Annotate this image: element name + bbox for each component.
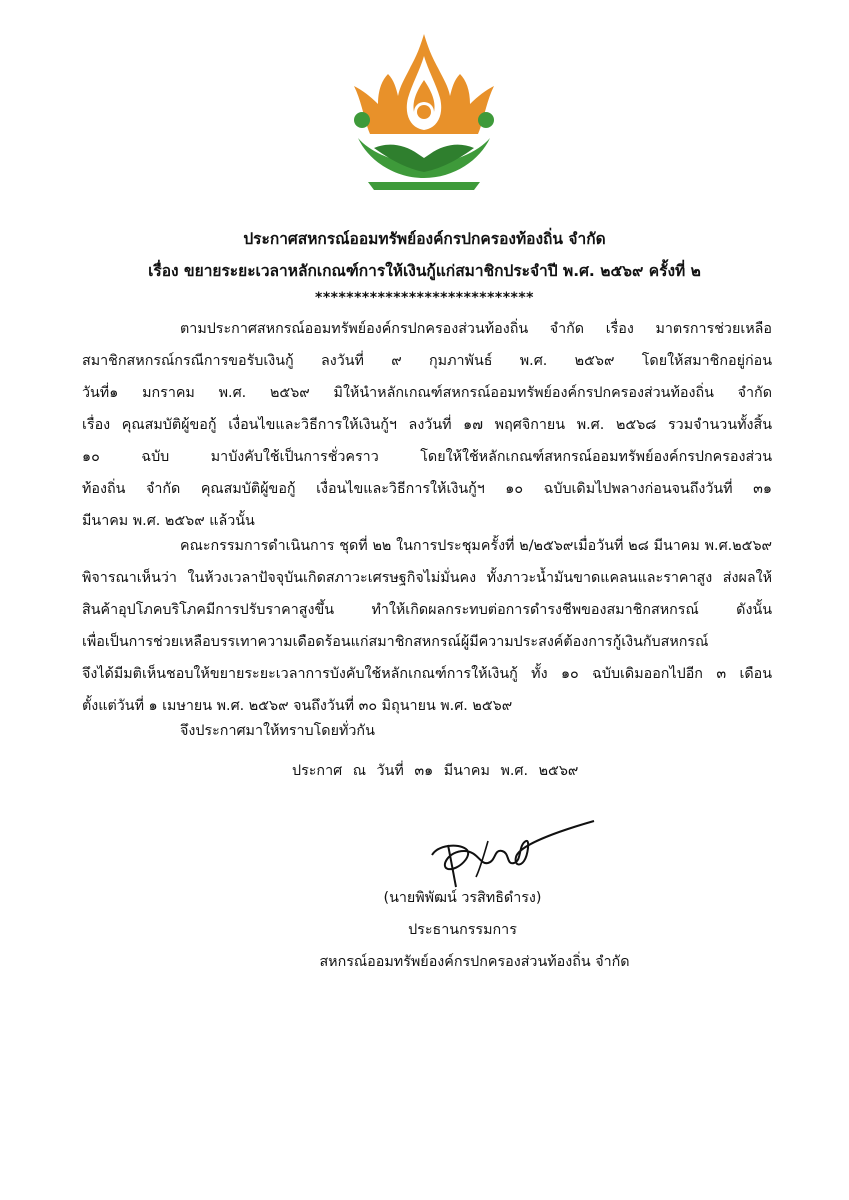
paragraph-line: คณะกรรมการดำเนินการ ชุดที่ ๒๒ ในการประชุมครั้งที่ ๒/๒๕๖๙เมื่อวันที่ ๒๘ มีนาคม พ.ศ.๒๕๖๙ xyxy=(180,538,772,554)
paragraph-line: ท้องถิ่น จำกัด คุณสมบัติผู้ขอกู้ เงื่อนไขและวิธีการให้เงินกู้ฯ ๑๐ ฉบับเดิมไปพลางก่อนจนถึงวันที่ ๓๑ xyxy=(82,481,772,497)
signer-name: (นายพิพัฒน์ วรสิทธิดำรง) xyxy=(383,890,542,906)
paragraph-line: เพื่อเป็นการช่วยเหลือบรรเทาความเดือดร้อนแก่สมาชิกสหกรณ์ผู้มีความประสงค์ต้องการกู้เงินกับสหกรณ์ xyxy=(82,634,709,650)
paragraph-line: สินค้าอุปโภคบริโภคมีการปรับราคาสูงขึ้น ทำให้เกิดผลกระทบต่อการดำรงชีพของสมาชิกสหกรณ์ ดังนั้น xyxy=(82,602,772,618)
paragraph-line: ตามประกาศสหกรณ์ออมทรัพย์องค์กรปกครองส่วนท้องถิ่น จำกัด เรื่อง มาตรการช่วยเหลือ xyxy=(180,321,772,337)
paragraph-line: เรื่อง คุณสมบัติผู้ขอกู้ เงื่อนไขและวิธีการให้เงินกู้ฯ ลงวันที่ ๑๗ พฤศจิกายน พ.ศ. ๒๕๖๘ รวมจำนวนทั้งสิ้น xyxy=(82,417,772,433)
paragraph-line: จึงได้มีมติเห็นชอบให้ขยายระยะเวลาการบังคับใช้หลักเกณฑ์การให้เงินกู้ ทั้ง ๑๐ ฉบับเดิมออกไปอีก ๓ เดือน xyxy=(82,666,772,682)
announcement-date: ประกาศ ณ วันที่ ๓๑ มีนาคม พ.ศ. ๒๕๖๙ xyxy=(292,763,579,779)
cooperative-logo xyxy=(348,30,500,200)
signer-organization: สหกรณ์ออมทรัพย์องค์กรปกครองส่วนท้องถิ่น จำกัด xyxy=(319,954,630,970)
paragraph-line: สมาชิกสหกรณ์กรณีการขอรับเงินกู้ ลงวันที่ ๙ กุมภาพันธ์ พ.ศ. ๒๕๖๙ โดยให้สมาชิกอยู่ก่อน xyxy=(82,353,772,369)
paragraph-2 xyxy=(82,530,772,722)
signer-position: ประธานกรรมการ xyxy=(408,922,517,938)
paragraph-line: มีนาคม พ.ศ. ๒๕๖๙ แล้วนั้น xyxy=(82,513,255,529)
paragraph-line: พิจารณาเห็นว่า ในห้วงเวลาปัจจุบันเกิดสภาวะเศรษฐกิจไม่มั่นคง ทั้งภาวะน้ำมันขาดแคลนและราคาสูง ส่งผลให้ xyxy=(82,570,772,586)
separator-line: **************************** xyxy=(315,290,534,306)
paragraph-1 xyxy=(82,313,772,537)
paragraph-line: วันที่๑ มกราคม พ.ศ. ๒๕๖๙ มิให้นำหลักเกณฑ์สหกรณ์ออมทรัพย์องค์กรปกครองส่วนท้องถิ่น จำกัด xyxy=(82,385,772,401)
announcement-subject: เรื่อง ขยายระยะเวลาหลักเกณฑ์การให้เงินกู้แก่สมาชิกประจำปี พ.ศ. ๒๕๖๙ ครั้งที่ ๒ xyxy=(148,262,701,280)
closing-statement: จึงประกาศมาให้ทราบโดยทั่วกัน xyxy=(180,723,375,739)
paragraph-line: ๑๐ ฉบับ มาบังคับใช้เป็นการชั่วคราว โดยให้ใช้หลักเกณฑ์สหกรณ์ออมทรัพย์องค์กรปกครองส่วน xyxy=(82,449,772,465)
handwritten-signature xyxy=(418,815,598,895)
announcement-title: ประกาศสหกรณ์ออมทรัพย์องค์กรปกครองท้องถิ่น จำกัด xyxy=(243,230,606,248)
paragraph-line: ตั้งแต่วันที่ ๑ เมษายน พ.ศ. ๒๕๖๙ จนถึงวันที่ ๓๐ มิถุนายน พ.ศ. ๒๕๖๙ xyxy=(82,698,513,714)
